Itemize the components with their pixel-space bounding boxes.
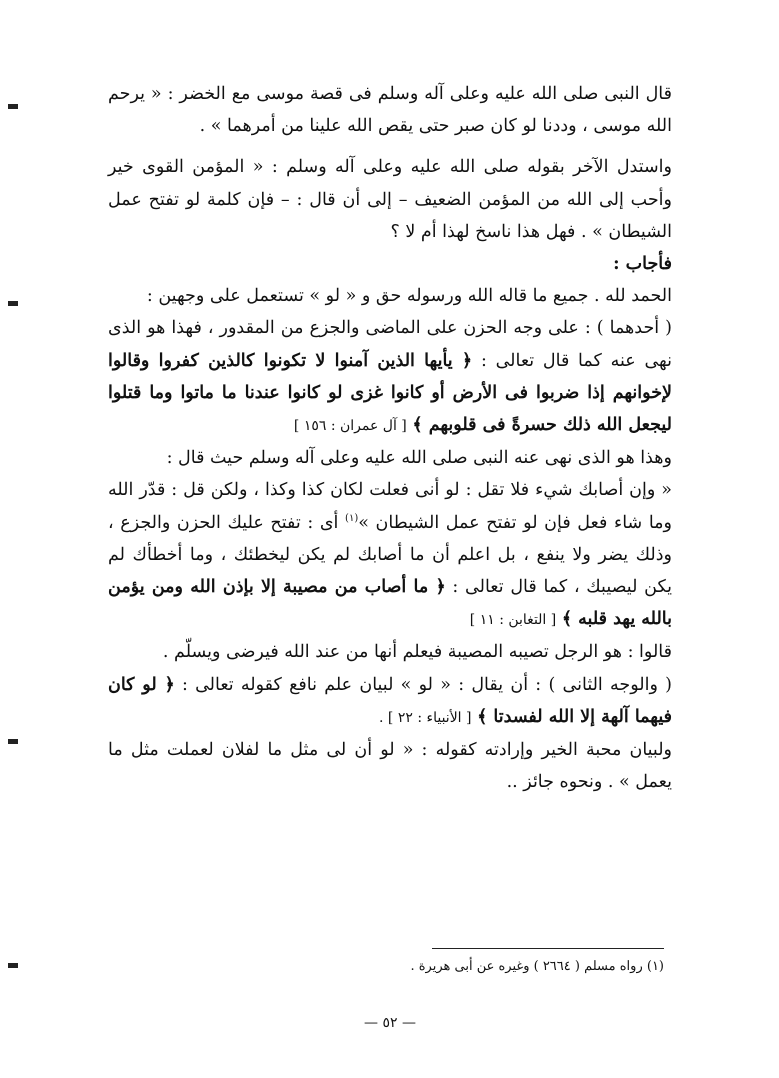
paragraph-strong-believer: واستدل الآخر بقوله صلى الله عليه وعلى آله وسلم : « المؤمن القوى خير وأحب إلى الله من المؤمن الضعيف – إلى أن قال : – فإن كلمة لو تفتح عمل الشيطان » . فهل هذا ناسخ لهذا أم لا ؟ — [108, 157, 672, 242]
paragraph-prohibition: وهذا هو الذى نهى عنه النبى صلى الله عليه وعلى آله وسلم حيث قال : — [166, 448, 672, 469]
verse-taghabun: ﴿ ما أصاب من مصيبة إلا بإذن الله ومن يؤمن بالله يهد قلبه ﴾ — [108, 577, 672, 630]
second-aspect-intro: ( والوجه الثانى ) : أن يقال : « لو » لبيان علم نافع كقوله تعالى : — [181, 674, 672, 695]
hadith-if-afflicted: « وإن أصابك شيء فلا تقل : لو أنى فعلت لكان كذا وكذا ، ولكن قل : قدّر الله وما شاء فعل فإن لو تفتح عمل الشيطان » — [108, 480, 672, 533]
first-aspect-intro: ( أحدهما ) : على وجه الحزن على الماضى والجزع من المقدور ، فهذا هو الذى نهى عنه كما قال تعالى : — [108, 318, 672, 371]
margin-mark — [8, 104, 18, 109]
paragraph-second-aspect — [108, 669, 672, 734]
footnote-divider — [432, 948, 664, 949]
paragraph-love-of-good: ولبيان محبة الخير وإرادته كقوله : « لو أن لى مثل ما لفلان لعملت مثل ما يعمل » . ونحوه جائز .. — [108, 740, 672, 793]
paragraph-they-said: قالوا : هو الرجل تصيبه المصيبة فيعلم أنها من عند الله فيرضى ويسلّم . — [162, 642, 672, 663]
answer-heading: فأجاب : — [613, 254, 672, 275]
ref-al-imran: [ آل عمران : ١٥٦ ] — [293, 418, 407, 435]
page-number: — ٥٢ — — [364, 1015, 416, 1031]
footnote: (١) رواه مسلم ( ٢٦٦٤ ) وغيره عن أبى هريرة . — [410, 959, 664, 974]
paragraph-if-afflicted — [108, 474, 672, 636]
verse-al-imran: ﴿ يأيها الذين آمنوا لا تكونوا كالذين كفروا وقالوا لإخوانهم إذا ضربوا فى الأرض أو كانوا غزى لو كانوا عندنا ما ماتوا وما قتلوا ليجعل الله ذلك حسرةً فى قلوبهم ﴾ — [108, 350, 672, 436]
verse-anbiya: ﴿ لو كان فيهما آلهة إلا الله لفسدتا ﴾ — [108, 674, 672, 727]
explanation-text: أى : تفتح عليك الحزن والجزع ، وذلك يضر ولا ينفع ، بل اعلم أن ما أصابك لم يكن ليخطئك ، وما أخطأك لم يكن ليصيبك ، كما قال تعالى : — [108, 512, 672, 598]
ref-anbiya: [ الأنبياء : ٢٢ ] . — [379, 709, 472, 726]
paragraph-first-aspect — [108, 312, 672, 442]
paragraph-hadith-musa: قال النبى صلى الله عليه وعلى آله وسلم فى قصة موسى مع الخضر : « يرحم الله موسى ، وددنا لو كان صبر حتى يقص الله علينا من أمرهما » . — [108, 84, 672, 137]
footnote-marker: (١) — [345, 512, 359, 524]
ref-taghabun: [ التغابن : ١١ ] — [469, 612, 557, 629]
margin-mark — [8, 301, 18, 306]
margin-mark — [8, 739, 18, 744]
paragraph-praise: الحمد لله . جميع ما قاله الله ورسوله حق و « لو » تستعمل على وجهين : — [146, 286, 672, 307]
margin-mark — [8, 963, 18, 968]
main-text — [108, 78, 672, 798]
